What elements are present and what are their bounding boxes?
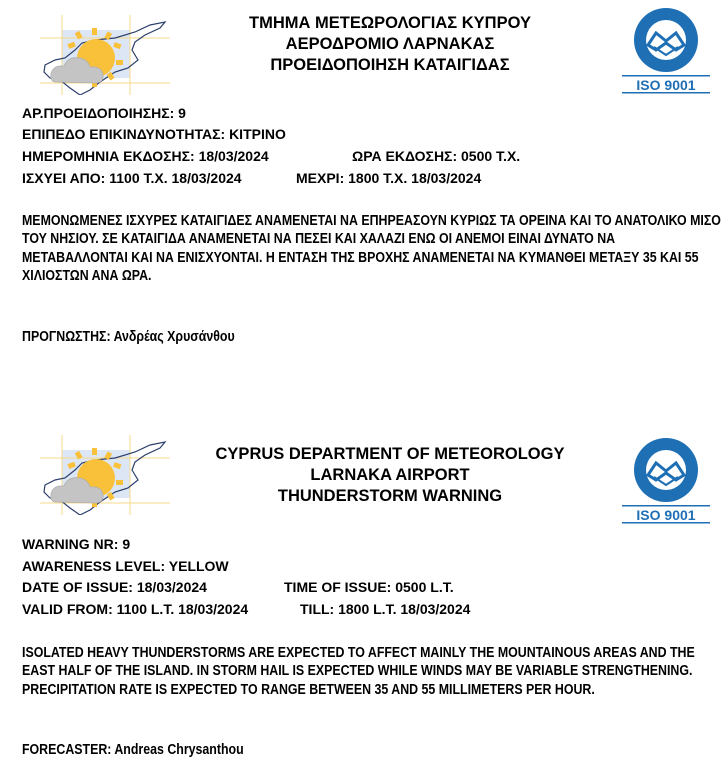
iso-9001-logo-icon (618, 5, 714, 95)
valid-till: TILL: 1800 L.T. 18/03/2024 (300, 601, 471, 617)
forecaster: FORECASTER: Andreas Chrysanthou (22, 742, 244, 758)
date-of-issue: ΗΜΕΡΟΜΗΝΙΑ ΕΚΔΟΣΗΣ: 18/03/2024 (22, 148, 269, 164)
title-line: LARNAKA AIRPORT (310, 466, 470, 484)
awareness-level: AWARENESS LEVEL: YELLOW (22, 558, 229, 574)
title-line: ΑΕΡΟΔΡΟΜΙΟ ΛΑΡΝΑΚΑΣ (285, 35, 495, 53)
valid-from: ΙΣΧΥΕΙ ΑΠΟ: 1100 Τ.Χ. 18/03/2024 (22, 170, 242, 186)
date-of-issue: DATE OF ISSUE: 18/03/2024 (22, 579, 207, 595)
valid-from: VALID FROM: 1100 L.T. 18/03/2024 (22, 601, 249, 617)
warning-description: ΜΕΜΟΝΩΜΕΝΕΣ ΙΣΧΥΡΕΣ ΚΑΤΑΙΓΙΔΕΣ ΑΝΑΜΕΝΕΤΑΙ ΝΑ ΕΠΗΡΕΑΣΟΥΝ ΚΥΡΙΩΣ ΤΑ ΟΡΕΙΝΑ ΚΑΙ ΤΟ ΑΝΑΤΟΛΙΚΟ ΜΙΣΟ ΤΟΥ ΝΗΣΙΟΥ. ΣΕ ΚΑΤΑΙΓΙΔΑ ΑΝΑΜΕΝΕΤΑΙ ΝΑ ΠΕΣΕΙ ΚΑΙ ΧΑΛΑΖΙ ΕΝΩ ΟΙ ΑΝΕΜΟΙ ΕΙΝΑΙ ΔΥΝΑΤΟ ΝΑ ΜΕΤΑΒΑΛΛΟΝΤΑΙ ΚΑΙ ΝΑ ΕΝΙΣΧΥΟΝΤΑΙ. Η ΕΝΤΑΣΗ ΤΗΣ ΒΡΟΧΗΣ ΑΝΑΜΕΝΕΤΑΙ ΝΑ ΚΥΜΑΝΘΕΙ ΜΕΤΑΞΥ 35 ΚΑΙ 55 ΧΙΛΙΟΣΤΩΝ ΑΝΑ ΩΡΑ. (22, 213, 721, 284)
iso-label: ISO 9001 (636, 77, 696, 93)
valid-till: ΜΕΧΡΙ: 1800 Τ.Χ. 18/03/2024 (296, 170, 482, 186)
title-block-greek (180, 13, 600, 76)
title-line: ΤΜΗΜΑ ΜΕΤΕΩΡΟΛΟΓΙΑΣ ΚΥΠΡΟΥ (249, 14, 531, 32)
weather-logo-icon (20, 430, 170, 515)
iso-label: ISO 9001 (636, 507, 696, 523)
validity-row (22, 599, 470, 619)
time-of-issue: TIME OF ISSUE: 0500 L.T. (284, 579, 454, 595)
title-line: THUNDERSTORM WARNING (277, 487, 503, 505)
warning-number: WARNING NR: 9 (22, 536, 131, 552)
awareness-level: ΕΠΙΠΕΔΟ ΕΠΙΚΙΝΔΥΝΟΤΗΤΑΣ: ΚΙΤΡΙΝΟ (22, 126, 286, 142)
title-line: ΠΡΟΕΙΔΟΠΟΙΗΣΗ ΚΑΤΑΙΓΙΔΑΣ (270, 56, 510, 74)
iso-9001-logo-icon (618, 435, 714, 525)
title-block-english (180, 444, 600, 507)
warning-description: ISOLATED HEAVY THUNDERSTORMS ARE EXPECTED TO AFFECT MAINLY THE MOUNTAINOUS AREAS AND THE EAST HALF OF THE ISLAND. IN STORM HAIL IS EXPECTED WHILE WINDS MAY BE VARIABLE STRENGTHENING. PRECIPITATION RATE IS EXPECTED TO RANGE BETWEEN 35 AND 55 MILLIMETERS PER HOUR. (22, 645, 695, 698)
time-of-issue: ΩΡΑ ΕΚΔΟΣΗΣ: 0500 Τ.Χ. (352, 148, 521, 164)
warning-number: ΑΡ.ΠΡΟΕΙΔΟΠΟΙΗΣΗΣ: 9 (22, 105, 186, 121)
title-line: CYPRUS DEPARTMENT OF METEOROLOGY (215, 445, 565, 463)
weather-logo-icon (20, 10, 170, 95)
issue-row (22, 146, 520, 166)
issue-row (22, 577, 454, 597)
forecaster: ΠΡΟΓΝΩΣΤΗΣ: Ανδρέας Χρυσάνθου (22, 329, 235, 345)
validity-row (22, 168, 481, 188)
